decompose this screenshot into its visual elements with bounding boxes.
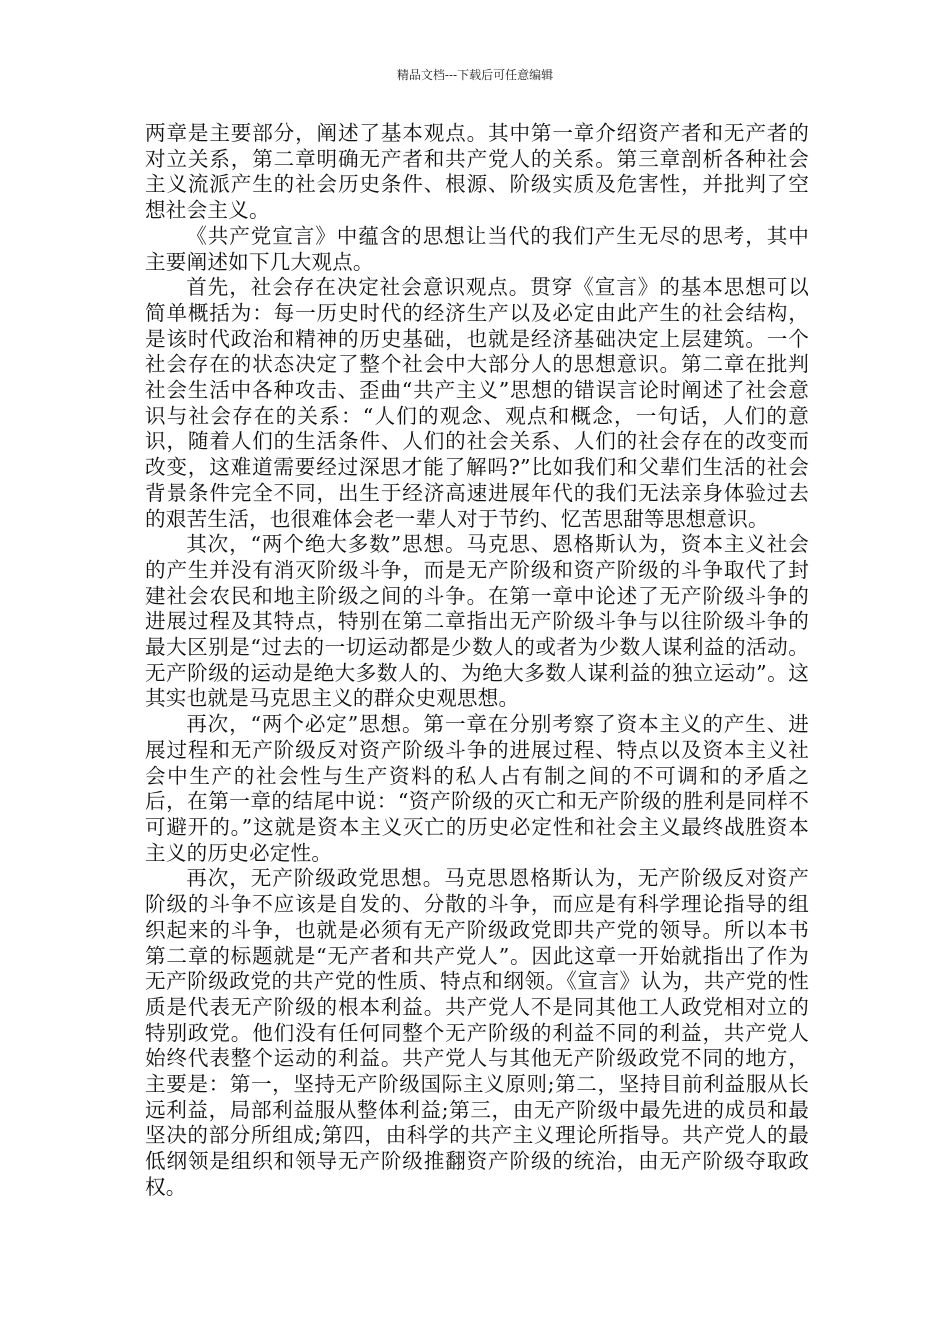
paragraph-intro: 《共产党宣言》中蕴含的思想让当代的我们产生无尽的思考，其中主要阐述如下几大观点。 bbox=[145, 223, 809, 274]
paragraph-fourth-point: 再次，无产阶级政党思想。马克思恩格斯认为，无产阶级反对资产阶级的斗争不应该是自发的、分散的斗争，而应是有科学理论指导的组织起来的斗争，也就是必须有无产阶级政党即共产党的领导。所以本书第二章的标题就是“无产者和共产党人”。因此这章一开始就指出了作为无产阶级政党的共产党的性质、特点和纲领。《宣言》认为，共产党的性质是代表无产阶级的根本利益。共产党人不是同其他工人政党相对立的特别政党。他们没有任何同整个无产阶级的利益不同的利益，共产党人始终代表整个运动的利益。共产党人与其他无产阶级政党不同的地方，主要是：第一，坚持无产阶级国际主义原则;第二，坚持目前利益服从长远利益，局部利益服从整体利益;第三，由无产阶级中最先进的成员和最坚决的部分所组成;第四，由科学的共产主义理论所指导。共产党人的最低纲领是组织和领导无产阶级推翻资产阶级的统治，由无产阶级夺取政权。 bbox=[145, 866, 809, 1199]
paragraph-continuation: 两章是主要部分，阐述了基本观点。其中第一章介绍资产者和无产者的对立关系，第二章明确无产者和共产党人的关系。第三章剖析各种社会主义流派产生的社会历史条件、根源、阶级实质及危害性，并批判了空想社会主义。 bbox=[145, 121, 809, 223]
document-body bbox=[145, 121, 809, 1201]
paragraph-second-point: 其次，“两个绝大多数”思想。马克思、恩格斯认为，资本主义社会的产生并没有消灭阶级斗争，而是无产阶级和资产阶级的斗争取代了封建社会农民和地主阶级之间的斗争。在第一章中论述了无产阶级斗争的进展过程及其特点，特别在第二章指出无产阶级斗争与以往阶级斗争的最大区别是“过去的一切运动都是少数人的或者为少数人谋利益的活动。无产阶级的运动是绝大多数人的、为绝大多数人谋利益的独立运动”。这其实也就是马克思主义的群众史观思想。 bbox=[145, 532, 809, 711]
paragraph-third-point: 再次，“两个必定”思想。第一章在分别考察了资本主义的产生、进展过程和无产阶级反对资产阶级斗争的进展过程、特点以及资本主义社会中生产的社会性与生产资料的私人占有制之间的不可调和的矛盾之后，在第一章的结尾中说：“资产阶级的灭亡和无产阶级的胜利是同样不可避开的。”这就是资本主义灭亡的历史必定性和社会主义最终战胜资本主义的历史必定性。 bbox=[145, 712, 809, 865]
page-header: 精品文档---下载后可任意编辑 bbox=[396, 68, 554, 82]
paragraph-first-point: 首先，社会存在决定社会意识观点。贯穿《宣言》的基本思想可以简单概括为：每一历史时代的经济生产以及必定由此产生的社会结构，是该时代政治和精神的历史基础，也就是经济基础决定上层建筑。一个社会存在的状态决定了整个社会中大部分人的思想意识。第二章在批判社会生活中各种攻击、歪曲“共产主义”思想的错误言论时阐述了社会意识与社会存在的关系：“人们的观念、观点和概念，一句话，人们的意识，随着人们的生活条件、人们的社会关系、人们的社会存在的改变而改变，这难道需要经过深思才能了解吗?”比如我们和父辈们生活的社会背景条件完全不同，出生于经济高速进展年代的我们无法亲身体验过去的艰苦生活，也很难体会老一辈人对于节约、忆苦思甜等思想意识。 bbox=[145, 275, 809, 531]
